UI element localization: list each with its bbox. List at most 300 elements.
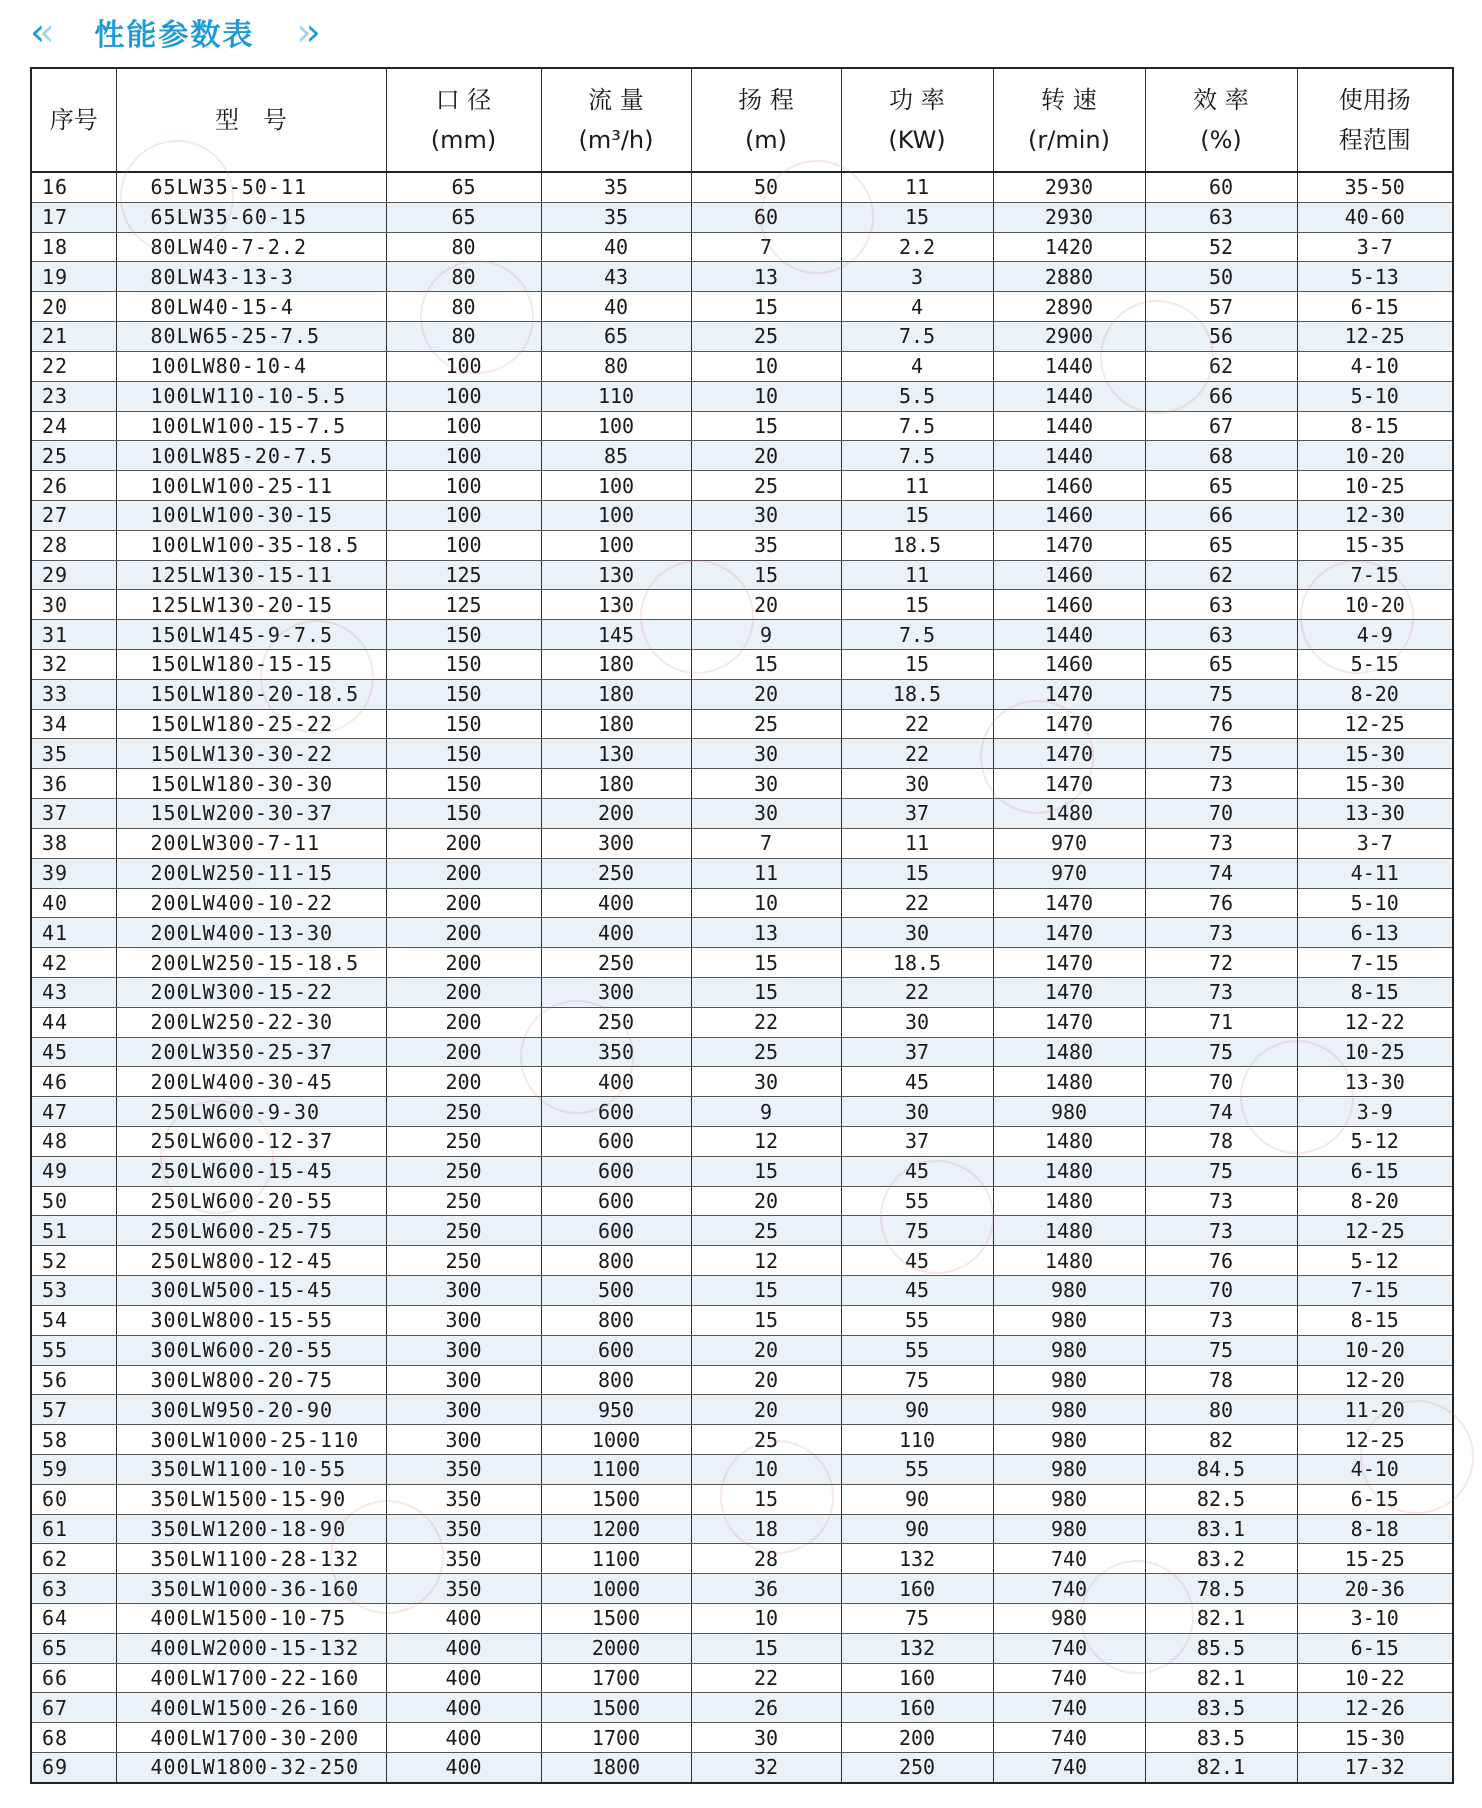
cell-head: 20	[691, 1395, 841, 1425]
cell-speed: 740	[993, 1633, 1145, 1663]
cell-efficiency: 50	[1145, 262, 1297, 292]
cell-model: 150LW180-15-15	[116, 650, 386, 680]
cell-model: 350LW1100-28-132	[116, 1544, 386, 1574]
cell-flow: 35	[541, 172, 691, 202]
cell-power: 22	[841, 709, 993, 739]
cell-head: 9	[691, 620, 841, 650]
cell-index: 65	[31, 1633, 116, 1663]
cell-flow: 600	[541, 1216, 691, 1246]
cell-efficiency: 82.1	[1145, 1753, 1297, 1783]
cell-bore: 100	[386, 500, 541, 530]
cell-range: 6-15	[1297, 1156, 1453, 1186]
cell-flow: 1500	[541, 1484, 691, 1514]
cell-bore: 150	[386, 799, 541, 829]
table-row	[31, 709, 1453, 739]
cell-head: 11	[691, 858, 841, 888]
cell-flow: 400	[541, 918, 691, 948]
cell-efficiency: 83.2	[1145, 1544, 1297, 1574]
cell-bore: 350	[386, 1454, 541, 1484]
cell-bore: 250	[386, 1246, 541, 1276]
cell-efficiency: 74	[1145, 858, 1297, 888]
cell-model: 300LW950-20-90	[116, 1395, 386, 1425]
cell-speed: 980	[993, 1335, 1145, 1365]
cell-flow: 2000	[541, 1633, 691, 1663]
cell-flow: 43	[541, 262, 691, 292]
cell-flow: 100	[541, 500, 691, 530]
cell-efficiency: 73	[1145, 1305, 1297, 1335]
cell-head: 10	[691, 381, 841, 411]
cell-power: 15	[841, 590, 993, 620]
cell-index: 37	[31, 799, 116, 829]
cell-efficiency: 68	[1145, 441, 1297, 471]
cell-range: 15-30	[1297, 769, 1453, 799]
table-row	[31, 1007, 1453, 1037]
cell-range: 4-11	[1297, 858, 1453, 888]
cell-efficiency: 85.5	[1145, 1633, 1297, 1663]
cell-range: 4-10	[1297, 1454, 1453, 1484]
cell-power: 3	[841, 262, 993, 292]
cell-efficiency: 63	[1145, 620, 1297, 650]
cell-power: 15	[841, 500, 993, 530]
cell-power: 160	[841, 1693, 993, 1723]
cell-bore: 400	[386, 1753, 541, 1783]
cell-model: 250LW600-25-75	[116, 1216, 386, 1246]
cell-head: 25	[691, 322, 841, 352]
cell-power: 15	[841, 202, 993, 232]
table-row	[31, 1097, 1453, 1127]
table-row	[31, 322, 1453, 352]
cell-speed: 1480	[993, 1186, 1145, 1216]
cell-model: 300LW500-15-45	[116, 1276, 386, 1306]
cell-power: 15	[841, 858, 993, 888]
cell-efficiency: 76	[1145, 1246, 1297, 1276]
cell-efficiency: 83.5	[1145, 1693, 1297, 1723]
cell-power: 30	[841, 1007, 993, 1037]
cell-head: 15	[691, 948, 841, 978]
cell-efficiency: 75	[1145, 679, 1297, 709]
cell-power: 110	[841, 1425, 993, 1455]
cell-flow: 130	[541, 560, 691, 590]
cell-efficiency: 73	[1145, 1216, 1297, 1246]
cell-index: 50	[31, 1186, 116, 1216]
cell-power: 30	[841, 1097, 993, 1127]
cell-bore: 200	[386, 828, 541, 858]
cell-flow: 800	[541, 1246, 691, 1276]
table-row	[31, 351, 1453, 381]
cell-model: 65LW35-60-15	[116, 202, 386, 232]
table-row	[31, 1127, 1453, 1157]
cell-head: 9	[691, 1097, 841, 1127]
cell-bore: 200	[386, 1037, 541, 1067]
cell-efficiency: 78	[1145, 1127, 1297, 1157]
table-row	[31, 1723, 1453, 1753]
cell-power: 11	[841, 471, 993, 501]
cell-speed: 1470	[993, 769, 1145, 799]
cell-power: 90	[841, 1484, 993, 1514]
cell-range: 10-22	[1297, 1663, 1453, 1693]
cell-index: 61	[31, 1514, 116, 1544]
cell-power: 11	[841, 172, 993, 202]
cell-model: 200LW250-22-30	[116, 1007, 386, 1037]
cell-range: 12-25	[1297, 1425, 1453, 1455]
cell-index: 17	[31, 202, 116, 232]
cell-head: 25	[691, 1216, 841, 1246]
cell-power: 75	[841, 1216, 993, 1246]
cell-speed: 2930	[993, 172, 1145, 202]
cell-power: 30	[841, 769, 993, 799]
table-row	[31, 650, 1453, 680]
cell-speed: 980	[993, 1454, 1145, 1484]
cell-speed: 1420	[993, 232, 1145, 262]
cell-head: 12	[691, 1246, 841, 1276]
col-header-speed: 转 速 (r/min)	[993, 68, 1145, 172]
cell-head: 10	[691, 351, 841, 381]
cell-efficiency: 63	[1145, 202, 1297, 232]
cell-head: 50	[691, 172, 841, 202]
table-row	[31, 1663, 1453, 1693]
table-row	[31, 1156, 1453, 1186]
cell-range: 4-10	[1297, 351, 1453, 381]
cell-index: 58	[31, 1425, 116, 1455]
cell-head: 20	[691, 1365, 841, 1395]
cell-speed: 1470	[993, 1007, 1145, 1037]
cell-head: 20	[691, 679, 841, 709]
cell-flow: 300	[541, 828, 691, 858]
cell-head: 25	[691, 1425, 841, 1455]
cell-head: 35	[691, 530, 841, 560]
cell-index: 48	[31, 1127, 116, 1157]
cell-flow: 85	[541, 441, 691, 471]
cell-power: 90	[841, 1514, 993, 1544]
table-row	[31, 858, 1453, 888]
cell-flow: 1100	[541, 1454, 691, 1484]
cell-range: 10-25	[1297, 471, 1453, 501]
performance-table	[30, 67, 1454, 1784]
cell-bore: 150	[386, 769, 541, 799]
col-header-index: 序号	[31, 68, 116, 172]
table-row	[31, 1693, 1453, 1723]
cell-head: 26	[691, 1693, 841, 1723]
table-row	[31, 1186, 1453, 1216]
cell-index: 47	[31, 1097, 116, 1127]
cell-bore: 150	[386, 739, 541, 769]
cell-model: 150LW180-20-18.5	[116, 679, 386, 709]
cell-range: 10-20	[1297, 441, 1453, 471]
cell-range: 6-15	[1297, 1633, 1453, 1663]
table-row	[31, 1514, 1453, 1544]
cell-range: 15-25	[1297, 1544, 1453, 1574]
cell-flow: 250	[541, 948, 691, 978]
cell-speed: 1460	[993, 590, 1145, 620]
cell-head: 20	[691, 590, 841, 620]
cell-power: 18.5	[841, 948, 993, 978]
cell-power: 37	[841, 1127, 993, 1157]
cell-efficiency: 75	[1145, 1037, 1297, 1067]
cell-model: 150LW200-30-37	[116, 799, 386, 829]
table-row	[31, 1454, 1453, 1484]
cell-flow: 800	[541, 1305, 691, 1335]
cell-efficiency: 75	[1145, 739, 1297, 769]
cell-model: 150LW180-30-30	[116, 769, 386, 799]
cell-efficiency: 52	[1145, 232, 1297, 262]
cell-index: 49	[31, 1156, 116, 1186]
cell-range: 8-20	[1297, 1186, 1453, 1216]
cell-bore: 150	[386, 650, 541, 680]
cell-bore: 300	[386, 1335, 541, 1365]
cell-flow: 1100	[541, 1544, 691, 1574]
table-row	[31, 1484, 1453, 1514]
cell-index: 42	[31, 948, 116, 978]
cell-power: 4	[841, 351, 993, 381]
cell-model: 80LW40-7-2.2	[116, 232, 386, 262]
cell-model: 100LW100-30-15	[116, 500, 386, 530]
cell-flow: 200	[541, 799, 691, 829]
cell-bore: 150	[386, 709, 541, 739]
cell-index: 32	[31, 650, 116, 680]
cell-efficiency: 72	[1145, 948, 1297, 978]
cell-power: 132	[841, 1544, 993, 1574]
cell-power: 160	[841, 1663, 993, 1693]
cell-index: 18	[31, 232, 116, 262]
cell-range: 5-13	[1297, 262, 1453, 292]
cell-bore: 100	[386, 381, 541, 411]
cell-model: 125LW130-20-15	[116, 590, 386, 620]
cell-index: 54	[31, 1305, 116, 1335]
col-header-bore: 口 径 (mm)	[386, 68, 541, 172]
cell-power: 22	[841, 888, 993, 918]
cell-model: 100LW100-25-11	[116, 471, 386, 501]
cell-power: 132	[841, 1633, 993, 1663]
cell-flow: 250	[541, 858, 691, 888]
cell-flow: 400	[541, 888, 691, 918]
cell-range: 6-15	[1297, 292, 1453, 322]
cell-speed: 980	[993, 1276, 1145, 1306]
cell-model: 400LW1700-22-160	[116, 1663, 386, 1693]
cell-efficiency: 82.1	[1145, 1604, 1297, 1634]
cell-head: 30	[691, 500, 841, 530]
table-row	[31, 1604, 1453, 1634]
cell-index: 63	[31, 1574, 116, 1604]
cell-flow: 500	[541, 1276, 691, 1306]
cell-flow: 1700	[541, 1723, 691, 1753]
cell-model: 200LW400-30-45	[116, 1067, 386, 1097]
table-row	[31, 918, 1453, 948]
table-row	[31, 262, 1453, 292]
cell-model: 300LW800-20-75	[116, 1365, 386, 1395]
cell-model: 350LW1500-15-90	[116, 1484, 386, 1514]
cell-head: 10	[691, 888, 841, 918]
cell-bore: 300	[386, 1365, 541, 1395]
cell-range: 13-30	[1297, 799, 1453, 829]
cell-efficiency: 73	[1145, 828, 1297, 858]
cell-speed: 1460	[993, 560, 1145, 590]
cell-model: 300LW800-15-55	[116, 1305, 386, 1335]
table-row	[31, 1425, 1453, 1455]
cell-efficiency: 70	[1145, 799, 1297, 829]
cell-head: 22	[691, 1007, 841, 1037]
cell-range: 10-20	[1297, 590, 1453, 620]
cell-model: 200LW300-15-22	[116, 977, 386, 1007]
cell-model: 350LW1100-10-55	[116, 1454, 386, 1484]
cell-bore: 65	[386, 172, 541, 202]
cell-speed: 1470	[993, 948, 1145, 978]
cell-efficiency: 62	[1145, 351, 1297, 381]
cell-power: 37	[841, 799, 993, 829]
cell-range: 7-15	[1297, 948, 1453, 978]
cell-range: 13-30	[1297, 1067, 1453, 1097]
cell-index: 46	[31, 1067, 116, 1097]
cell-efficiency: 66	[1145, 381, 1297, 411]
table-row	[31, 202, 1453, 232]
cell-range: 5-15	[1297, 650, 1453, 680]
cell-flow: 300	[541, 977, 691, 1007]
cell-index: 20	[31, 292, 116, 322]
table-body	[31, 172, 1453, 1783]
cell-head: 30	[691, 739, 841, 769]
table-row	[31, 1037, 1453, 1067]
table-row	[31, 1395, 1453, 1425]
cell-model: 350LW1200-18-90	[116, 1514, 386, 1544]
cell-model: 200LW300-7-11	[116, 828, 386, 858]
col-header-efficiency: 效 率 (%)	[1145, 68, 1297, 172]
cell-bore: 400	[386, 1663, 541, 1693]
page-title: 性能参数表	[94, 18, 255, 53]
cell-power: 45	[841, 1156, 993, 1186]
table-header-row	[31, 68, 1453, 172]
cell-index: 51	[31, 1216, 116, 1246]
cell-bore: 200	[386, 1067, 541, 1097]
cell-efficiency: 82.5	[1145, 1484, 1297, 1514]
cell-index: 33	[31, 679, 116, 709]
cell-model: 100LW85-20-7.5	[116, 441, 386, 471]
cell-speed: 1480	[993, 1037, 1145, 1067]
cell-speed: 970	[993, 828, 1145, 858]
cell-power: 55	[841, 1186, 993, 1216]
cell-bore: 100	[386, 411, 541, 441]
table-row	[31, 1574, 1453, 1604]
cell-efficiency: 63	[1145, 590, 1297, 620]
cell-index: 31	[31, 620, 116, 650]
cell-flow: 1500	[541, 1693, 691, 1723]
table-row	[31, 769, 1453, 799]
cell-flow: 600	[541, 1186, 691, 1216]
cell-efficiency: 82	[1145, 1425, 1297, 1455]
cell-speed: 1460	[993, 471, 1145, 501]
cell-range: 8-20	[1297, 679, 1453, 709]
cell-model: 150LW145-9-7.5	[116, 620, 386, 650]
table-row	[31, 530, 1453, 560]
col-header-flow: 流 量 (m³/h)	[541, 68, 691, 172]
cell-range: 40-60	[1297, 202, 1453, 232]
cell-head: 15	[691, 1305, 841, 1335]
cell-power: 7.5	[841, 322, 993, 352]
cell-range: 6-15	[1297, 1484, 1453, 1514]
cell-range: 4-9	[1297, 620, 1453, 650]
cell-flow: 600	[541, 1097, 691, 1127]
performance-table-container	[30, 67, 1452, 1784]
cell-range: 17-32	[1297, 1753, 1453, 1783]
cell-bore: 150	[386, 679, 541, 709]
cell-speed: 1480	[993, 1156, 1145, 1186]
table-row	[31, 888, 1453, 918]
col-header-head: 扬 程 (m)	[691, 68, 841, 172]
cell-index: 45	[31, 1037, 116, 1067]
cell-speed: 980	[993, 1604, 1145, 1634]
cell-power: 22	[841, 739, 993, 769]
cell-flow: 1200	[541, 1514, 691, 1544]
cell-power: 45	[841, 1246, 993, 1276]
cell-speed: 1470	[993, 977, 1145, 1007]
cell-bore: 80	[386, 322, 541, 352]
cell-index: 57	[31, 1395, 116, 1425]
cell-index: 56	[31, 1365, 116, 1395]
cell-index: 21	[31, 322, 116, 352]
left-chevrons-icon: ‹‹	[30, 10, 49, 54]
cell-index: 60	[31, 1484, 116, 1514]
cell-range: 35-50	[1297, 172, 1453, 202]
cell-model: 400LW1500-10-75	[116, 1604, 386, 1634]
cell-power: 15	[841, 650, 993, 680]
cell-power: 75	[841, 1365, 993, 1395]
cell-speed: 1440	[993, 351, 1145, 381]
cell-index: 66	[31, 1663, 116, 1693]
cell-range: 7-15	[1297, 560, 1453, 590]
cell-head: 10	[691, 1454, 841, 1484]
cell-model: 80LW43-13-3	[116, 262, 386, 292]
cell-model: 300LW1000-25-110	[116, 1425, 386, 1455]
cell-model: 100LW100-35-18.5	[116, 530, 386, 560]
cell-flow: 800	[541, 1365, 691, 1395]
cell-model: 250LW600-20-55	[116, 1186, 386, 1216]
cell-speed: 1470	[993, 888, 1145, 918]
cell-model: 400LW1500-26-160	[116, 1693, 386, 1723]
table-row	[31, 1633, 1453, 1663]
cell-bore: 300	[386, 1425, 541, 1455]
cell-speed: 970	[993, 858, 1145, 888]
cell-index: 59	[31, 1454, 116, 1484]
table-row	[31, 232, 1453, 262]
cell-flow: 600	[541, 1335, 691, 1365]
cell-range: 5-12	[1297, 1246, 1453, 1276]
cell-speed: 740	[993, 1723, 1145, 1753]
table-row	[31, 1216, 1453, 1246]
cell-efficiency: 56	[1145, 322, 1297, 352]
table-row	[31, 590, 1453, 620]
cell-head: 20	[691, 1186, 841, 1216]
cell-index: 34	[31, 709, 116, 739]
cell-flow: 40	[541, 232, 691, 262]
cell-range: 12-25	[1297, 322, 1453, 352]
table-row	[31, 799, 1453, 829]
cell-range: 3-9	[1297, 1097, 1453, 1127]
cell-bore: 100	[386, 530, 541, 560]
cell-model: 300LW600-20-55	[116, 1335, 386, 1365]
cell-speed: 740	[993, 1544, 1145, 1574]
cell-range: 12-25	[1297, 709, 1453, 739]
cell-efficiency: 73	[1145, 977, 1297, 1007]
cell-flow: 35	[541, 202, 691, 232]
cell-head: 20	[691, 1335, 841, 1365]
cell-speed: 2890	[993, 292, 1145, 322]
cell-efficiency: 67	[1145, 411, 1297, 441]
table-row	[31, 1365, 1453, 1395]
cell-efficiency: 76	[1145, 709, 1297, 739]
cell-bore: 250	[386, 1186, 541, 1216]
cell-index: 28	[31, 530, 116, 560]
table-row	[31, 560, 1453, 590]
cell-range: 6-13	[1297, 918, 1453, 948]
cell-power: 55	[841, 1335, 993, 1365]
